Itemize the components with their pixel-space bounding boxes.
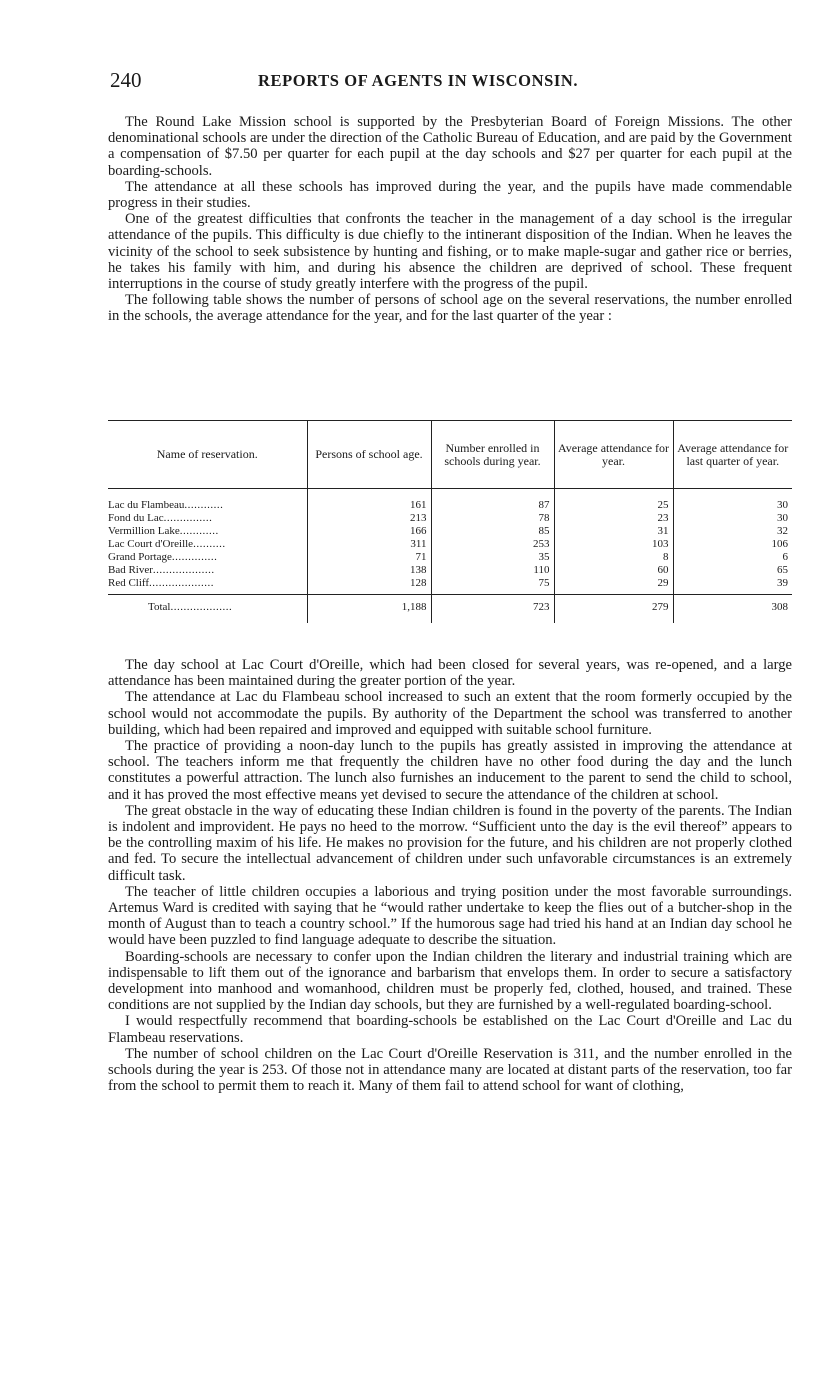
paragraph: The great obstacle in the way of educating these Indian children is found in the poverty of the parents. The Indian is indolent and improvident. He pays no heed to the morrow. “Sufficient unto the day is the evil thereof” appears to be the controlling maxim of his life. He makes no provision for the future, and his children are not properly clothed and fed. To secure the intellectual advancement of children under such unfavorable circumstances is an extremely difficult task. [108,802,792,884]
paragraph: The Round Lake Mission school is supported by the Presbyterian Board of Foreign Missions. The other denominational schools are under the direction of the Catholic Bureau of Education, and are paid by the Government a compensation of $7.50 per quarter for each pupil at the day schools and $27 per quarter for each pupil at the boarding-schools. [108,114,792,179]
column-header: Name of reservation. [108,421,307,489]
enrolled-cell: 78 [431,512,554,525]
dot-leader: ................... [152,564,215,576]
paragraph: The teacher of little children occupies a laborious and trying position under the most favorable surroundings. Artemus Ward is credited with saying that he “would rather undertake to keep the flies out of a butcher-shop in the month of August than to teach a country school.” If the humorous sage had tried his hand at an Indian day school he would have been puzzled to find language adequate to describe the situation. [108,883,792,949]
avg-year-cell: 29 [554,577,673,590]
school-age-cell: 71 [307,551,431,564]
table-row [108,538,792,551]
avg-quarter-cell: 30 [673,512,792,525]
dot-leader: .......... [193,538,226,550]
school-age-cell: 161 [307,499,431,512]
column-header: Number enrolled in schools during year. [431,421,554,489]
avg-year-cell: 103 [554,538,673,551]
paragraph: The attendance at Lac du Flambeau school increased to such an extent that the room formerly occupied by the school would not accommodate the pupils. By authority of the Department the school was transferred to another building, which had been repaired and improved and equipped with suitable school furniture. [108,689,792,738]
dot-leader: ............ [179,525,219,537]
total-enrolled: 723 [431,595,554,618]
school-age-cell: 166 [307,525,431,538]
table-row [108,577,792,590]
reservation-name: Bad River [108,564,153,576]
dot-leader: ............ [184,499,224,511]
table-header-row [108,421,792,489]
running-title: REPORTS OF AGENTS IN WISCONSIN. [258,71,579,90]
total-avg-quarter: 308 [673,595,792,618]
paragraph: The day school at Lac Court d'Oreille, which had been closed for several years, was re-opened, and a large attendance has been maintained during the greater portion of the year. [108,657,792,690]
avg-year-cell: 60 [554,564,673,577]
avg-quarter-cell: 39 [673,577,792,590]
enrolled-cell: 35 [431,551,554,564]
total-row [108,595,792,618]
avg-quarter-cell: 30 [673,499,792,512]
intro-text [108,114,792,325]
reservation-name: Vermillion Lake [108,525,180,537]
paragraph: The attendance at all these schools has improved during the year, and the pupils have made commendable progress in their studies. [108,178,792,212]
avg-year-cell: 23 [554,512,673,525]
reservation-name: Grand Portage [108,551,172,563]
avg-quarter-cell: 106 [673,538,792,551]
body-text [108,657,792,1094]
paragraph: The number of school children on the Lac Court d'Oreille Reservation is 311, and the number enrolled in the schools during the year is 253. Of those not in attendance many are located at distant parts of the reservation, too far from the school to permit them to reach it. Many of them fail to attend school for want of clothing, [108,1045,792,1095]
table-row [108,551,792,564]
school-attendance-table [108,420,792,623]
reservation-name: Lac Court d'Oreille [108,538,194,550]
avg-year-cell: 8 [554,551,673,564]
table-row [108,564,792,577]
paragraph: I would respectfully recommend that boarding-schools be established on the Lac Court d'Oreille and Lac du Flambeau reservations. [108,1013,792,1046]
total-school-age: 1,188 [307,595,431,618]
avg-year-cell: 25 [554,499,673,512]
avg-quarter-cell: 6 [673,551,792,564]
dot-leader: ................... [170,600,233,613]
total-label: Total [148,600,171,613]
enrolled-cell: 75 [431,577,554,590]
paragraph: One of the greatest difficulties that confronts the teacher in the management of a day school is the irregular attendance of the pupils. This difficulty is due chiefly to the intinerant disposition of the Indian. When he leaves the vicinity of the school to seek subsistence by hunting and fishing, or to make maple-sugar and gather rice or berries, he takes his family with him, and during his absence the children are deprived of school. These frequent interruptions in the course of study greatly interfere with the progress of the pupil. [108,211,792,293]
dot-leader: .............. [171,551,218,563]
table-row [108,512,792,525]
dot-leader: .................... [149,577,215,589]
column-header: Average attendance for last quarter of year. [673,421,792,489]
enrolled-cell: 110 [431,564,554,577]
enrolled-cell: 85 [431,525,554,538]
paragraph: Boarding-schools are necessary to confer upon the Indian children the literary and industrial training which are indispensable to lift them out of the ignorance and barbarism that envelops them. In order to secure a satisfactory development into manhood and womanhood, children must be properly fed, clothed, housed, and trained. These conditions are not supplied by the Indian day schools, but they are furnished by a well-regulated boarding-school. [108,948,792,1014]
reservation-name: Fond du Lac [108,512,164,524]
page-number: 240 [110,68,142,92]
reservation-name: Red Cliff [108,577,150,589]
school-age-cell: 311 [307,538,431,551]
total-avg-year: 279 [554,595,673,618]
school-age-cell: 138 [307,564,431,577]
avg-quarter-cell: 65 [673,564,792,577]
enrolled-cell: 87 [431,499,554,512]
column-header: Average attendance for year. [554,421,673,489]
page-header [110,68,790,94]
paragraph: The following table shows the number of persons of school age on the several reservations, the number enrolled in the schools, the average attendance for the year, and for the last quarter of the year : [108,292,792,325]
table-row [108,525,792,538]
enrolled-cell: 253 [431,538,554,551]
school-age-cell: 128 [307,577,431,590]
table-row [108,499,792,512]
paragraph: The practice of providing a noon-day lunch to the pupils has greatly assisted in improving the attendance at school. The teachers inform me that frequently the children have no other food during the day and the lunch constitutes a powerful attraction. The lunch also furnishes an inducement to the parent to send the child to school, and it has proved the most effective means yet devised to secure the attendance of the children at school. [108,738,792,803]
avg-year-cell: 31 [554,525,673,538]
avg-quarter-cell: 32 [673,525,792,538]
reservation-name: Lac du Flambeau [108,499,185,511]
column-header: Persons of school age. [307,421,431,489]
dot-leader: ............... [163,512,213,524]
school-age-cell: 213 [307,512,431,525]
